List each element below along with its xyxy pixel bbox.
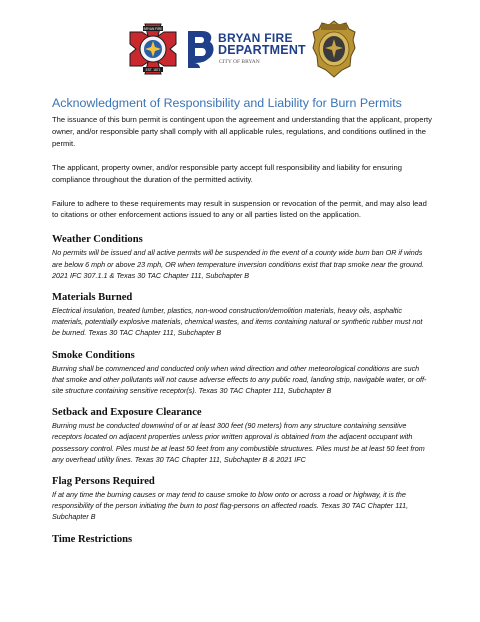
- section-body: Burning shall be commenced and conducted only when wind direction and other meteorological conditions are such that smoke and other pollutants will not cause adverse effects to any public road, landing strip, navigable water, or off-site structure containing sensitive receptor(s). Texas 30 TAC Chapter 111, Subchapter B: [52, 363, 427, 395]
- section-body: Burning must be conducted downwind of or at least 300 feet (90 meters) from any structure containing sensitive receptors located on adjacent properties unless prior written approval is obtained from the adjacent occupant with possessory control. Piles must be at least 50 feet from any combustible structures. Piles must be at least 50 feet from any overhead utility lines. Texas 30 TAC Chapter 111, Subchapter B & 2021 IFC: [52, 421, 425, 464]
- svg-text:BRYAN FIRE: BRYAN FIRE: [143, 27, 163, 31]
- section-heading: Setback and Exposure Clearance: [52, 407, 202, 419]
- section-setback-clearance: [52, 406, 432, 465]
- intro-paragraph: Failure to adhere to these requirements may result in suspension or revocation of the permit, and may also lead to citations or other enforcement actions issued to any or all parties listed on the application.: [52, 198, 427, 220]
- svg-text:EST. 1871: EST. 1871: [145, 68, 161, 72]
- document-title: Acknowledgment of Responsibility and Liability for Burn Permits: [52, 96, 402, 110]
- section-materials-burned: [52, 291, 432, 339]
- bryan-fire-department-logo: [186, 29, 306, 73]
- section-time-restrictions: [52, 533, 432, 546]
- section-heading: Flag Persons Required: [52, 475, 155, 487]
- logo-line-city: CITY OF BRYAN: [219, 59, 260, 65]
- section-heading: Materials Burned: [52, 291, 133, 303]
- section-weather-conditions: [52, 233, 432, 281]
- section-body: No permits will be issued and all active permits will be suspended in the event of a county wide burn ban OR if winds are below 6 mph or above 23 mph, OR when temperature inversion conditions exist that trap smoke near the ground. 2021 IFC 307.1.1 & Texas 30 TAC Chapter 111, Subchapter B: [52, 248, 424, 280]
- section-heading: Time Restrictions: [52, 533, 133, 545]
- section-smoke-conditions: [52, 349, 432, 397]
- intro-paragraph: The applicant, property owner, and/or responsible party accept full responsibility and liability for ensuring compliance throughout the duration of the permitted activity.: [52, 162, 402, 184]
- section-heading: Smoke Conditions: [52, 349, 135, 361]
- document-body: [52, 96, 432, 547]
- section-body: If at any time the burning causes or may tend to cause smoke to blow onto or across a road or highway, it is the responsibility of the person initiating the burn to post flag-persons on affected roads. Texas 30 TAC Chapter 111, Subchapter B: [52, 489, 409, 522]
- logo-line-bryan-fire: BRYAN FIRE: [218, 31, 293, 45]
- logo-line-department: DEPARTMENT: [218, 43, 306, 57]
- fire-cross-logo: [128, 22, 178, 76]
- fire-badge-logo: [312, 20, 356, 78]
- section-flag-persons: [52, 475, 432, 523]
- section-body: Electrical insulation, treated lumber, plastics, non-wood construction/demolition materials, heavy oils, asphaltic materials, potentially explosive materials, chemical wastes, and items containing natural or synthetic rubber must not be burned. Texas 30 TAC Chapter 111, Subchapter B: [52, 305, 423, 338]
- header-logos: [0, 22, 480, 80]
- intro-paragraph: The issuance of this burn permit is contingent upon the agreement and understanding that the applicant, property owner, and/or responsible party shall comply with all applicable rules, regulations, and conditions outlined in the permit.: [52, 115, 432, 148]
- bryan-b-mark-icon: [186, 29, 216, 69]
- section-heading: Weather Conditions: [52, 234, 143, 246]
